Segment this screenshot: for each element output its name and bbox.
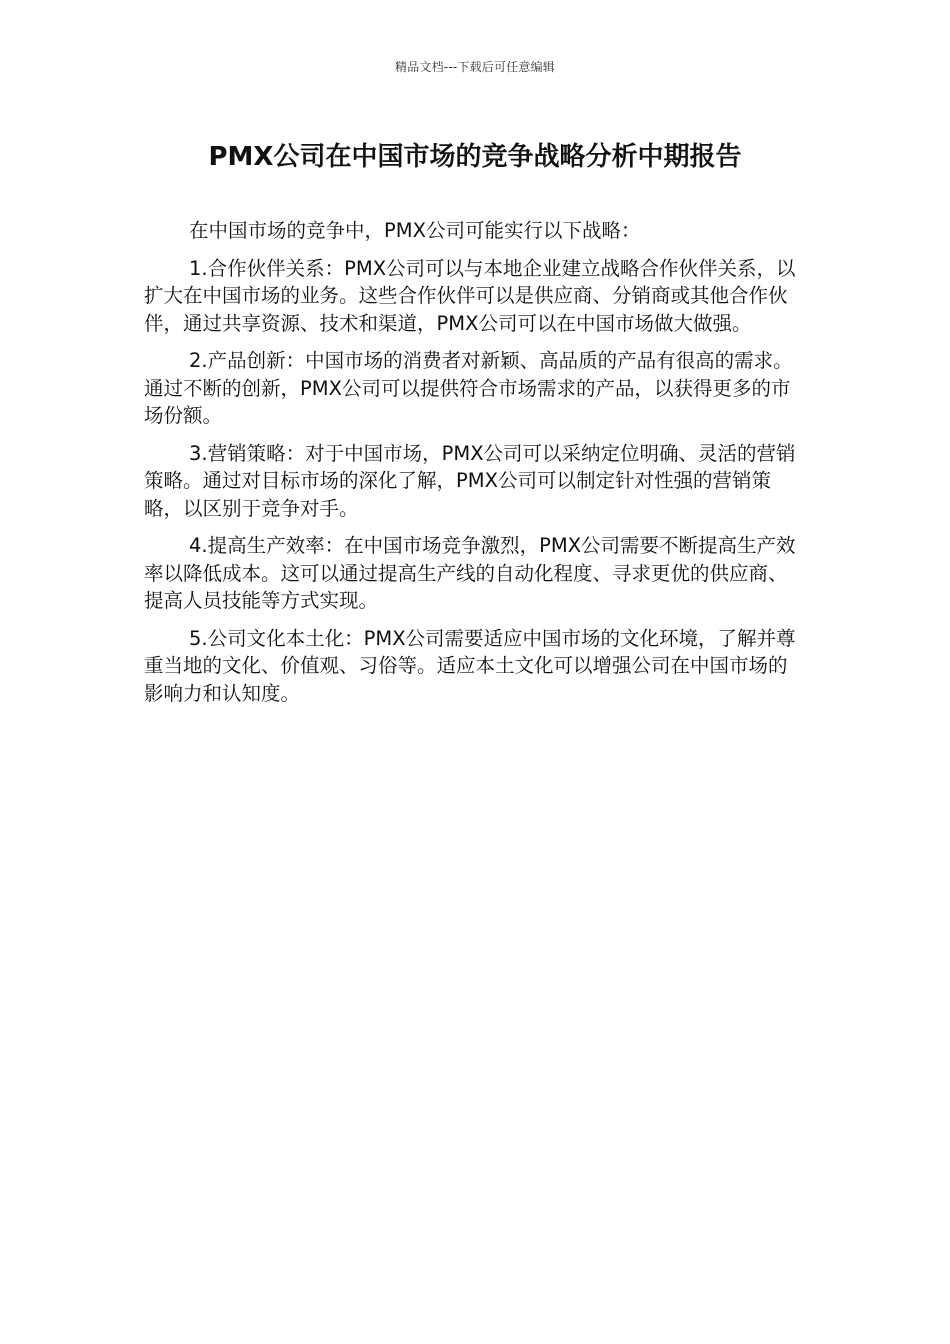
strategy-marketing-paragraph: 3.营销策略：对于中国市场，PMX公司可以采纳定位明确、灵活的营销策略。通过对目标市场的深化了解，PMX公司可以制定针对性强的营销策略，以区别于竞争对手。	[144, 441, 796, 520]
strategy-localization-paragraph: 5.公司文化本土化：PMX公司需要适应中国市场的文化环境，了解并尊重当地的文化、价值观、习俗等。适应本土文化可以增强公司在中国市场的影响力和认知度。	[144, 626, 796, 705]
intro-paragraph: 在中国市场的竞争中，PMX公司可能实行以下战略：	[189, 219, 641, 242]
document-title: PMX公司在中国市场的竞争战略分析中期报告	[208, 142, 742, 172]
strategy-efficiency-paragraph: 4.提高生产效率：在中国市场竞争激烈，PMX公司需要不断提高生产效率以降低成本。这可以通过提高生产线的自动化程度、寻求更优的供应商、提高人员技能等方式实现。	[144, 534, 796, 612]
header-note: 精品文档---下载后可任意编辑	[395, 60, 555, 74]
document-body	[144, 217, 806, 717]
strategy-innovation-paragraph: 2.产品创新：中国市场的消费者对新颖、高品质的产品有很高的需求。通过不断的创新，PMX公司可以提供符合市场需求的产品，以获得更多的市场份额。	[144, 349, 793, 427]
strategy-partnership-paragraph: 1.合作伙伴关系：PMX公司可以与本地企业建立战略合作伙伴关系，以扩大在中国市场的业务。这些合作伙伴可以是供应商、分销商或其他合作伙伴，通过共享资源、技术和渠道，PMX公司可以在中国市场做大做强。	[144, 256, 796, 335]
